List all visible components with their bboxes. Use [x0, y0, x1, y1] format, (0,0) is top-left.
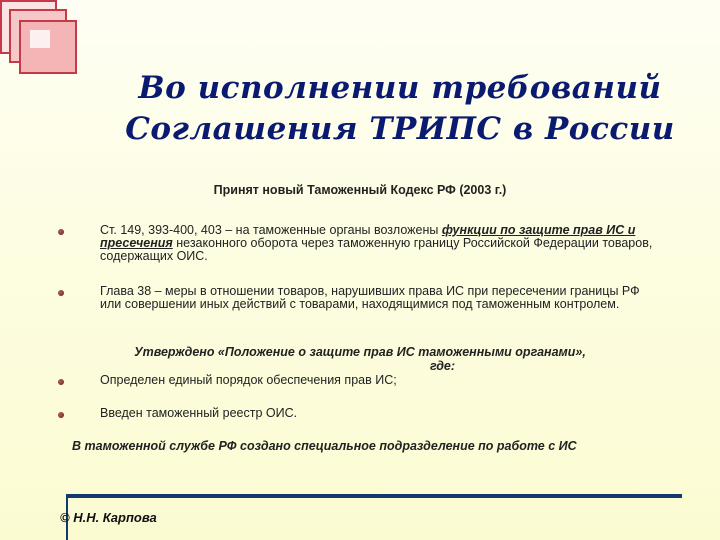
list-item-text: Глава 38 – меры в отношении товаров, нарушивших права ИС при пересечении границы РФ или совершении иных действий с товарами, находящимися под таможенным контролем. — [100, 284, 640, 311]
section-heading-customs-code: Принят новый Таможенный Кодекс РФ (2003 г.) — [213, 183, 507, 197]
bullet-icon — [58, 290, 64, 296]
customs-division-note: В таможенной службе РФ создано специальное подразделение по работе с ИС — [72, 439, 577, 453]
footer-divider — [66, 494, 682, 498]
text-fragment: незаконного оборота через таможенную границу Российской Федерации товаров, содержащих ОИС. — [100, 236, 653, 263]
decorative-squares-icon — [0, 0, 80, 76]
section-heading-regulation — [60, 345, 660, 373]
heading-line: где: — [430, 359, 456, 373]
title-line-1: Во исполнении требований — [138, 70, 662, 106]
bullet-icon — [58, 229, 64, 235]
bullet-icon — [58, 412, 64, 418]
text-fragment: Ст. 149, 393-400, 403 – на таможенные органы возложены — [100, 223, 442, 237]
list-item-text — [100, 224, 662, 263]
list-item-text: Определен единый порядок обеспечения прав ИС; — [100, 373, 397, 387]
author-credit: © Н.Н. Карпова — [60, 510, 157, 525]
list-item-text: Введен таможенный реестр ОИС. — [100, 406, 298, 420]
bullet-icon — [58, 379, 64, 385]
slide-title — [120, 68, 680, 150]
heading-line: Утверждено «Положение о защите прав ИС таможенными органами», — [134, 345, 586, 359]
title-line-2: Соглашения ТРИПС в России — [125, 111, 675, 147]
emphasized-text: функции по защите прав ИС и пресечения — [100, 223, 636, 250]
